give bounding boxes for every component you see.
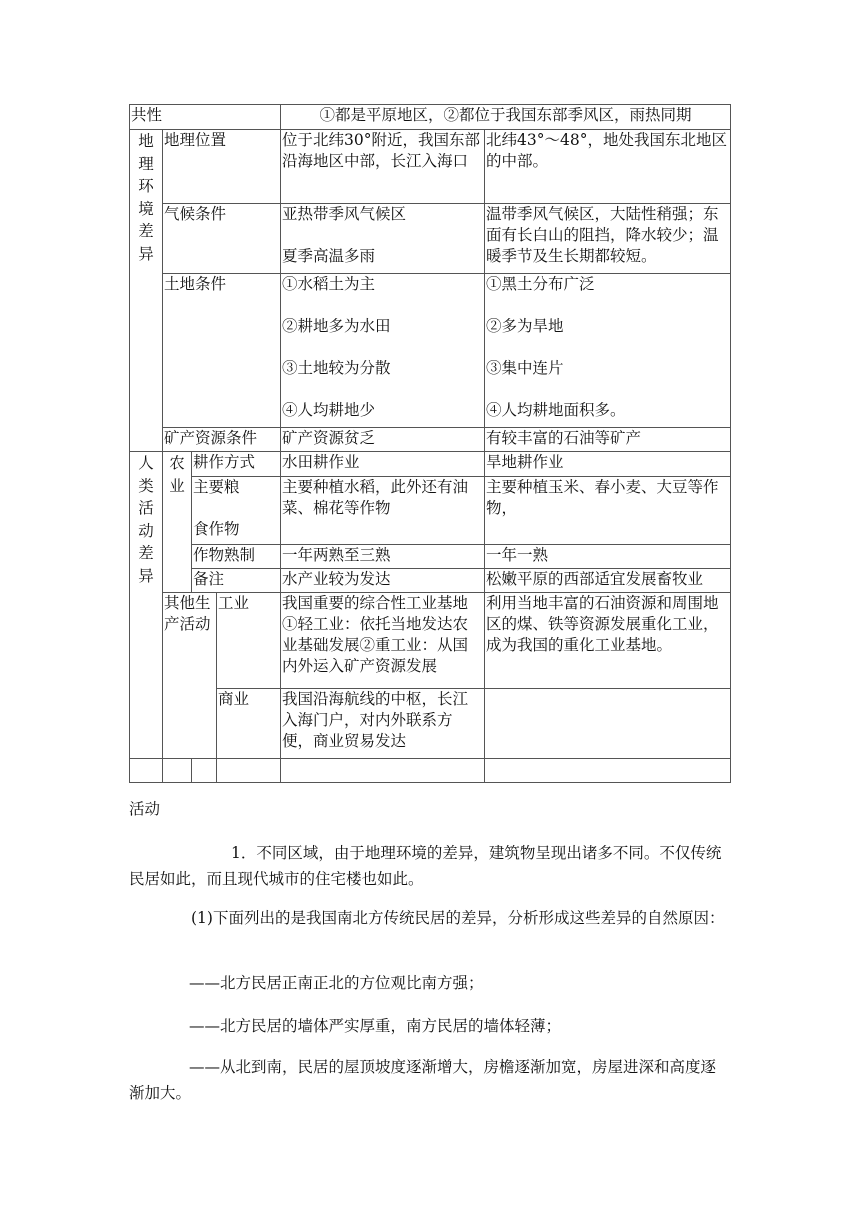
cell-line: 亚热带季风气候区 (282, 205, 407, 223)
table-row (130, 759, 731, 783)
table-row (130, 545, 731, 569)
cell: 我国重要的综合性工业基地①轻工业：依托当地发达农业基础发展②重工业：从国内外运入矿产资源发展 (281, 593, 485, 689)
empty-cell (281, 759, 485, 783)
table-row (130, 569, 731, 593)
table-row (130, 274, 731, 428)
empty-cell (485, 759, 731, 783)
table-row (130, 477, 731, 545)
cell-line: ①黑土分布广泛 (486, 275, 595, 293)
cell: 水产业较为发达 (281, 569, 485, 593)
cell (485, 689, 731, 759)
table-row (130, 130, 731, 204)
cell-line: ④人均耕地面积多。 (486, 401, 626, 419)
cell: 位于北纬30°附近，我国东部沿海地区中部，长江入海口 (281, 130, 485, 204)
cell: 一年两熟至三熟 (281, 545, 485, 569)
list-item: ——北方民居正南正北的方位观比南方强； (189, 974, 484, 992)
comparison-table (129, 104, 731, 783)
table-row (130, 452, 731, 477)
cell-line: ①水稻土为主 (282, 275, 376, 293)
cell (485, 274, 731, 428)
row-label: 气候条件 (163, 204, 281, 274)
paragraph: (1)下面列出的是我国南北方传统民居的差异，分析形成这些差异的自然原因： (191, 909, 725, 927)
cell-line: 食作物 (193, 520, 240, 538)
row-label: 矿产资源条件 (163, 428, 281, 452)
common-value: ①都是平原地区，②都位于我国东部季风区，雨热同期 (281, 105, 731, 130)
list-item: ——从北到南，民居的屋顶坡度逐渐增大，房檐逐渐加宽，房屋进深和高度逐渐加大。 (129, 1058, 717, 1102)
cell: 温带季风气候区，大陆性稍强；东面有长白山的阻挡，降水较少；温暖季节及生长期都较短。 (485, 204, 731, 274)
cell-line: ③集中连片 (486, 359, 564, 377)
empty-cell (192, 759, 217, 783)
row-label: 土地条件 (163, 274, 281, 428)
cell: 主要种植水稻，此外还有油菜、棉花等作物 (281, 477, 485, 545)
cell-line: ②耕地多为水田 (282, 317, 391, 335)
cell: 水田耕作业 (281, 452, 485, 477)
cell-line: ④人均耕地少 (282, 401, 376, 419)
cell-line: ③土地较为分散 (282, 359, 391, 377)
cell: 矿产资源贫乏 (281, 428, 485, 452)
cell (281, 204, 485, 274)
activity-heading: 活动 (129, 800, 161, 818)
cell-line: 主要粮 (193, 478, 240, 496)
table-row (130, 428, 731, 452)
cell: 利用当地丰富的石油资源和周围地区的煤、铁等资源发展重化工业，成为我国的重化工业基地。 (485, 593, 731, 689)
empty-cell (217, 759, 281, 783)
table-row (130, 593, 731, 689)
table-row (130, 204, 731, 274)
paragraph: 1．不同区域，由于地理环境的差异，建筑物呈现出诸多不同。不仅传统民居如此，而且现代城市的住宅楼也如此。 (129, 844, 722, 888)
row-label (192, 477, 281, 545)
cell-line: 夏季高温多雨 (282, 247, 376, 265)
cell-line: ②多为旱地 (486, 317, 564, 335)
list-item: ——北方民居的墙体严实厚重，南方民居的墙体轻薄； (189, 1017, 562, 1035)
env-group-label: 地理环境差异 (130, 130, 163, 452)
agri-group-label: 农业 (163, 452, 192, 593)
other-group-label: 其他生产活动 (163, 593, 217, 759)
row-label: 地理位置 (163, 130, 281, 204)
cell: 北纬43°～48°，地处我国东北地区的中部。 (485, 130, 731, 204)
cell: 有较丰富的石油等矿产 (485, 428, 731, 452)
table-row (130, 105, 731, 130)
row-label: 作物熟制 (192, 545, 281, 569)
empty-cell (163, 759, 192, 783)
table-row (130, 689, 731, 759)
cell: 我国沿海航线的中枢，长江入海门户，对内外联系方便，商业贸易发达 (281, 689, 485, 759)
cell: 旱地耕作业 (485, 452, 731, 477)
cell (281, 274, 485, 428)
row-label: 商业 (217, 689, 281, 759)
row-label: 耕作方式 (192, 452, 281, 477)
row-label: 工业 (217, 593, 281, 689)
cell: 一年一熟 (485, 545, 731, 569)
cell: 主要种植玉米、春小麦、大豆等作物， (485, 477, 731, 545)
common-label: 共性 (130, 105, 281, 130)
human-group-label: 人类活动差异 (130, 452, 163, 759)
row-label: 备注 (192, 569, 281, 593)
cell: 松嫩平原的西部适宜发展畜牧业 (485, 569, 731, 593)
empty-cell (130, 759, 163, 783)
